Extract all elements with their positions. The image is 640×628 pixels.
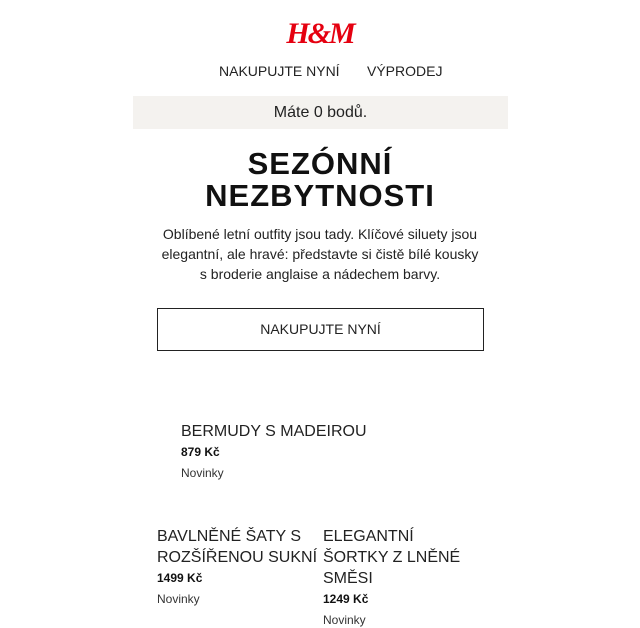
hero-title <box>0 148 640 212</box>
hero-title-line-1: SEZÓNNÍ <box>247 146 393 181</box>
nav-shop-now-link[interactable]: NAKUPUJTE NYNÍ <box>219 63 340 79</box>
product-tag: Novinky <box>157 592 200 606</box>
product-card[interactable] <box>157 526 317 607</box>
product-tag: Novinky <box>323 613 366 627</box>
hero-title-line-2: NEZBYTNOSTI <box>205 178 435 213</box>
nav-sale-link[interactable]: VÝPRODEJ <box>367 63 443 79</box>
points-text: Máte 0 bodů. <box>273 104 368 121</box>
product-price: 1499 Kč <box>157 571 203 585</box>
logo-text: H&M <box>286 17 354 50</box>
shop-now-button[interactable]: NAKUPUJTE NYNÍ <box>157 308 484 351</box>
product-name[interactable]: BAVLNĚNÉ ŠATY S ROZŠÍŘENOU SUKNÍ <box>157 528 318 566</box>
product-card[interactable] <box>323 526 483 628</box>
product-price: 879 Kč <box>181 445 220 459</box>
points-banner <box>133 96 508 129</box>
hero-description: Oblíbené letní outfity jsou tady. Klíčové siluety jsou elegantní, ale hravé: představte si čistě bílé kousky s broderie anglaise a nádechem barvy. <box>161 226 479 282</box>
product-price: 1249 Kč <box>323 592 369 606</box>
product-name[interactable]: BERMUDY S MADEIROU <box>181 423 367 440</box>
product-card[interactable] <box>181 421 481 481</box>
product-name[interactable]: ELEGANTNÍ ŠORTKY Z LNĚNÉ SMĚSI <box>323 528 461 587</box>
hm-logo[interactable] <box>0 14 640 54</box>
product-tag: Novinky <box>181 466 224 480</box>
